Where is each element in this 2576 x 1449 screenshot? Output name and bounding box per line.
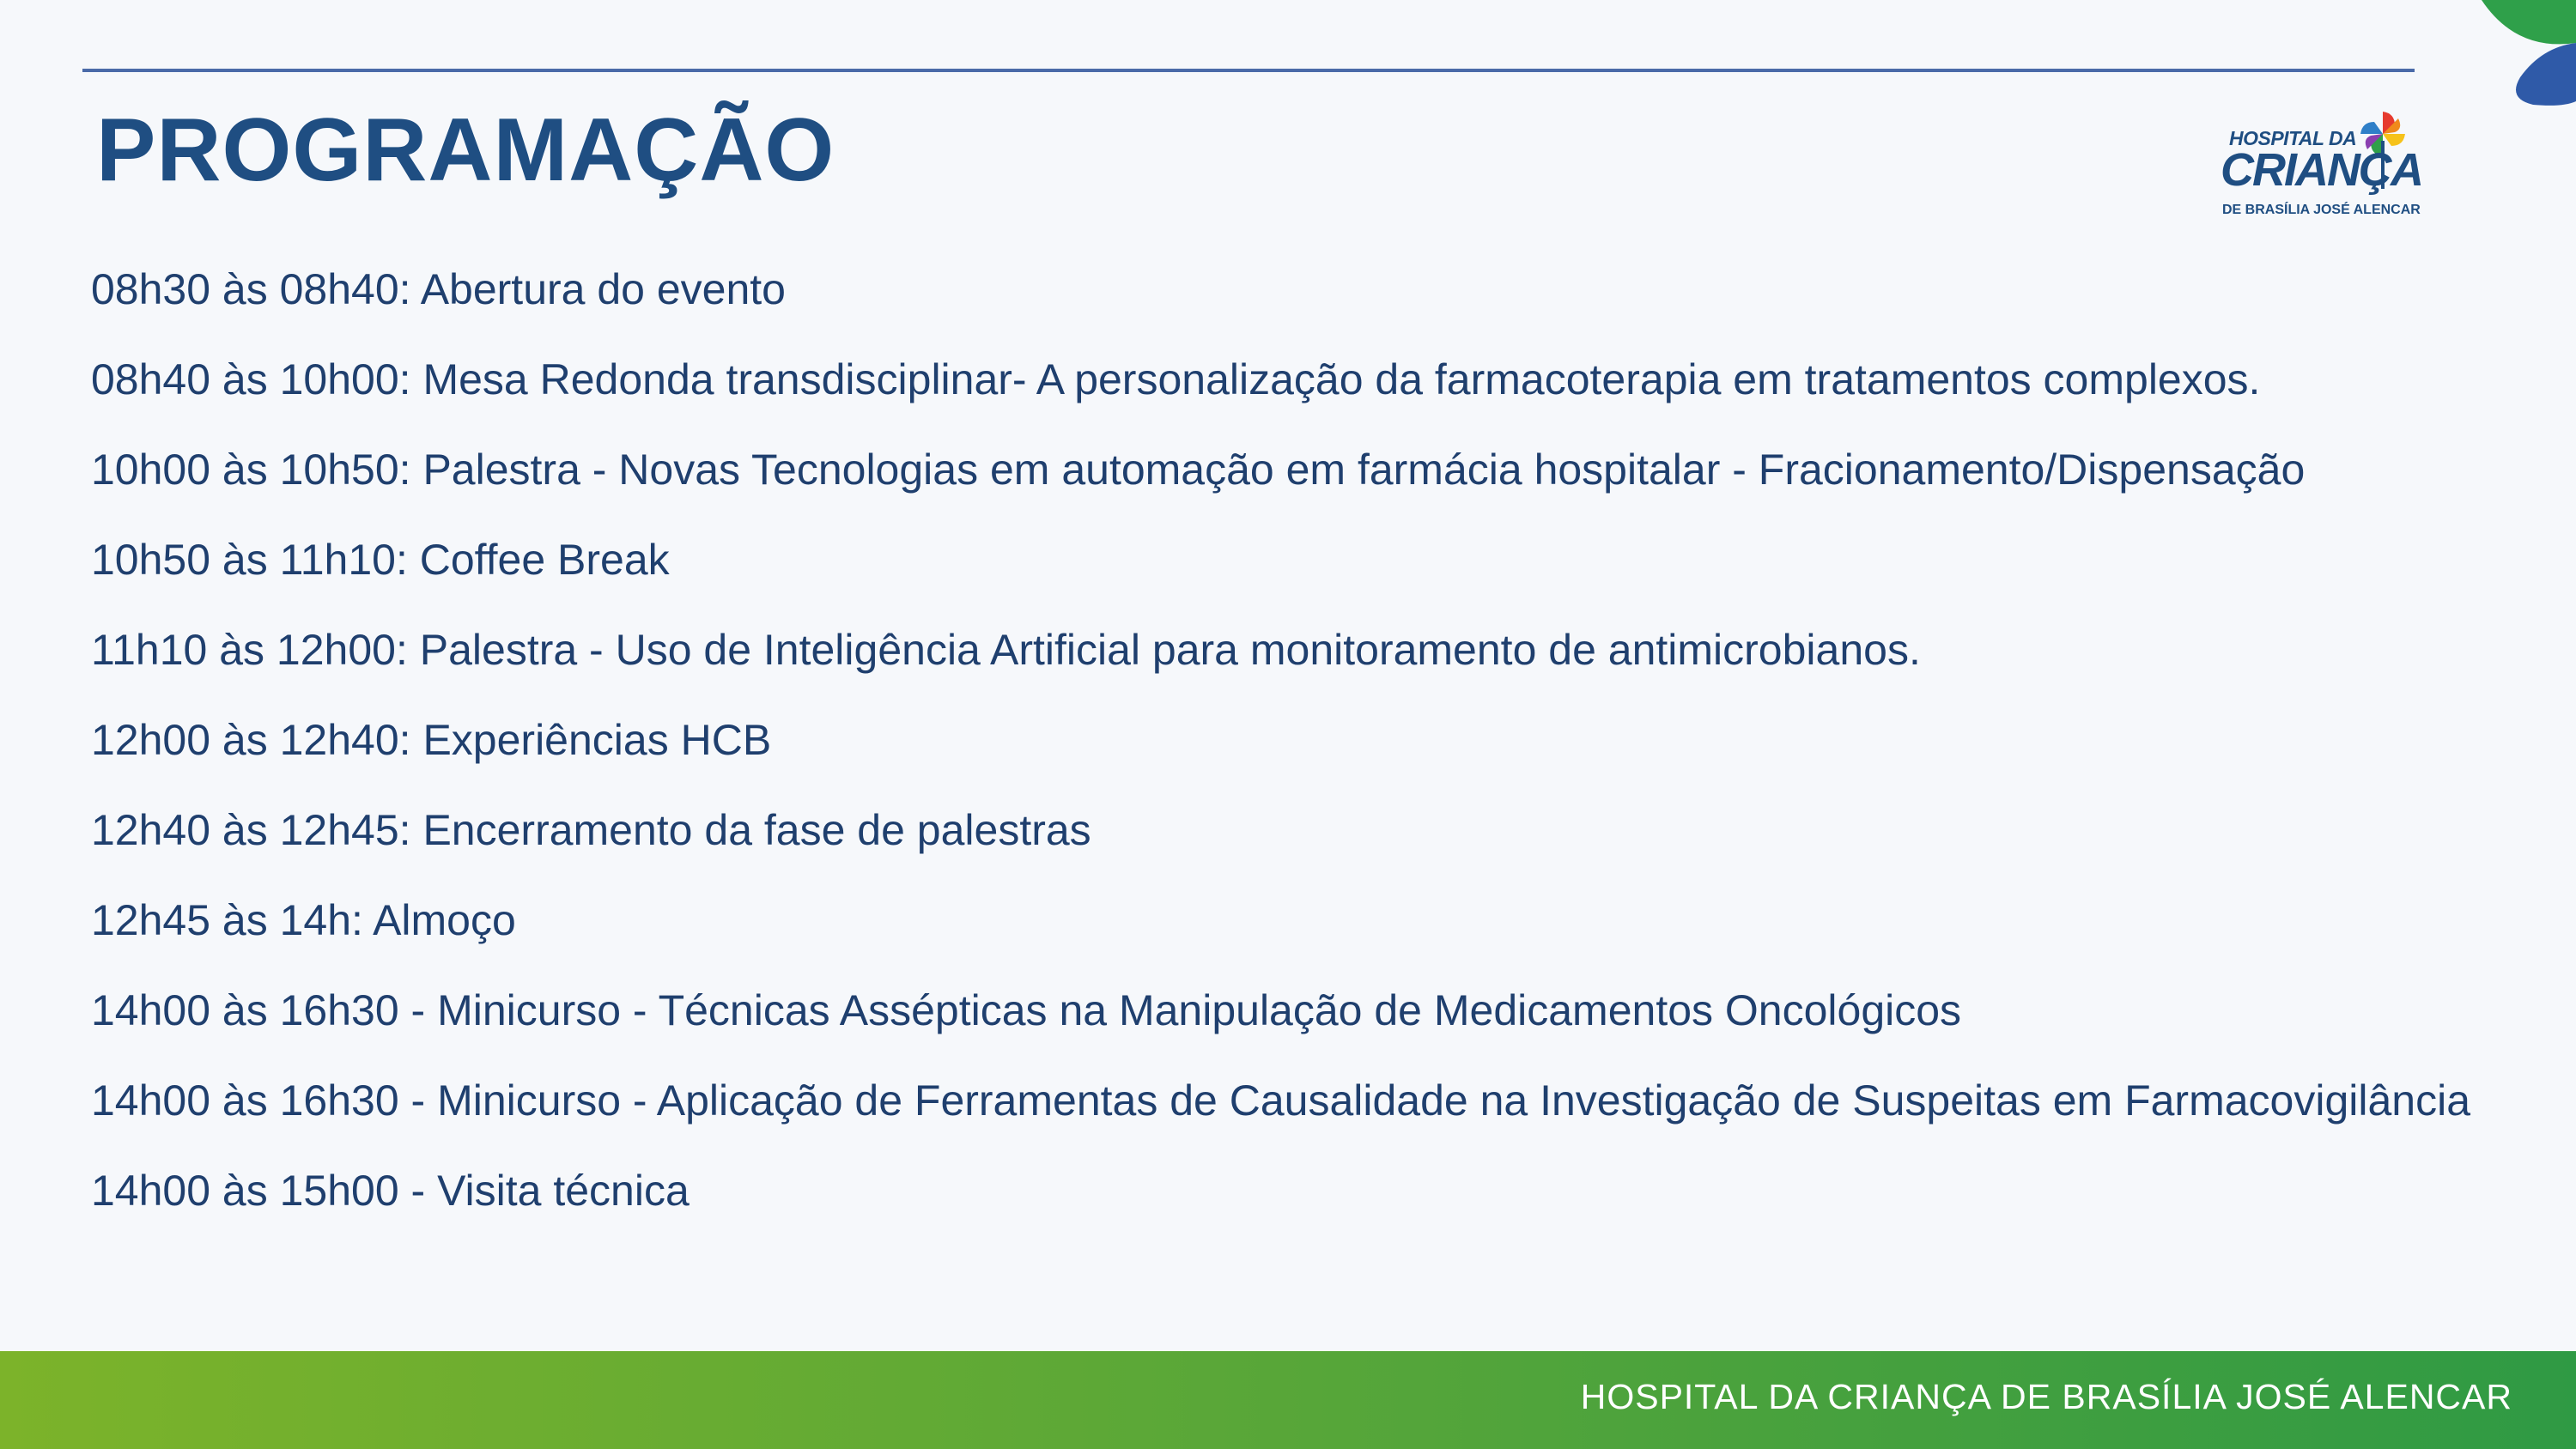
schedule-item: 12h40 às 12h45: Encerramento da fase de palestras bbox=[91, 806, 1091, 854]
schedule-item: 08h30 às 08h40: Abertura do evento bbox=[91, 265, 786, 313]
schedule-item: 11h10 às 12h00: Palestra - Uso de Inteligência Artificial para monitoramento de antimicrobianos. bbox=[91, 626, 1921, 674]
corner-decoration bbox=[2370, 0, 2576, 112]
schedule-item: 08h40 às 10h00: Mesa Redonda transdisciplinar- A personalização da farmacoterapia em tratamentos complexos. bbox=[91, 355, 2261, 403]
footer-text: HOSPITAL DA CRIANÇA DE BRASÍLIA JOSÉ ALENCAR bbox=[1580, 1377, 2512, 1416]
logo-subtitle: DE BRASÍLIA JOSÉ ALENCAR bbox=[2222, 203, 2421, 217]
schedule-list bbox=[91, 245, 2504, 1236]
schedule-item: 14h00 às 16h30 - Minicurso - Técnicas Assépticas na Manipulação de Medicamentos Oncológicos bbox=[91, 986, 1962, 1034]
schedule-item: 14h00 às 16h30 - Minicurso - Aplicação de Ferramentas de Causalidade na Investigação de Suspeitas em Farmacovigilância bbox=[91, 1076, 2470, 1125]
logo-top-text: HOSPITAL DA bbox=[2229, 127, 2357, 149]
schedule-item: 10h00 às 10h50: Palestra - Novas Tecnologias em automação em farmácia hospitalar - Fracionamento/Dispensação bbox=[91, 446, 2306, 494]
page-title: PROGRAMAÇÃO bbox=[96, 100, 835, 200]
schedule-item: 12h45 às 14h: Almoço bbox=[91, 896, 516, 944]
hospital-logo bbox=[2215, 103, 2421, 232]
top-divider bbox=[82, 69, 2415, 72]
schedule-item: 12h00 às 12h40: Experiências HCB bbox=[91, 716, 772, 764]
footer-bar bbox=[0, 1351, 2576, 1449]
schedule-item: 10h50 às 11h10: Coffee Break bbox=[91, 536, 670, 584]
schedule-item: 14h00 às 15h00 - Visita técnica bbox=[91, 1167, 690, 1215]
logo-main-text: CRIANÇA bbox=[2221, 144, 2422, 196]
